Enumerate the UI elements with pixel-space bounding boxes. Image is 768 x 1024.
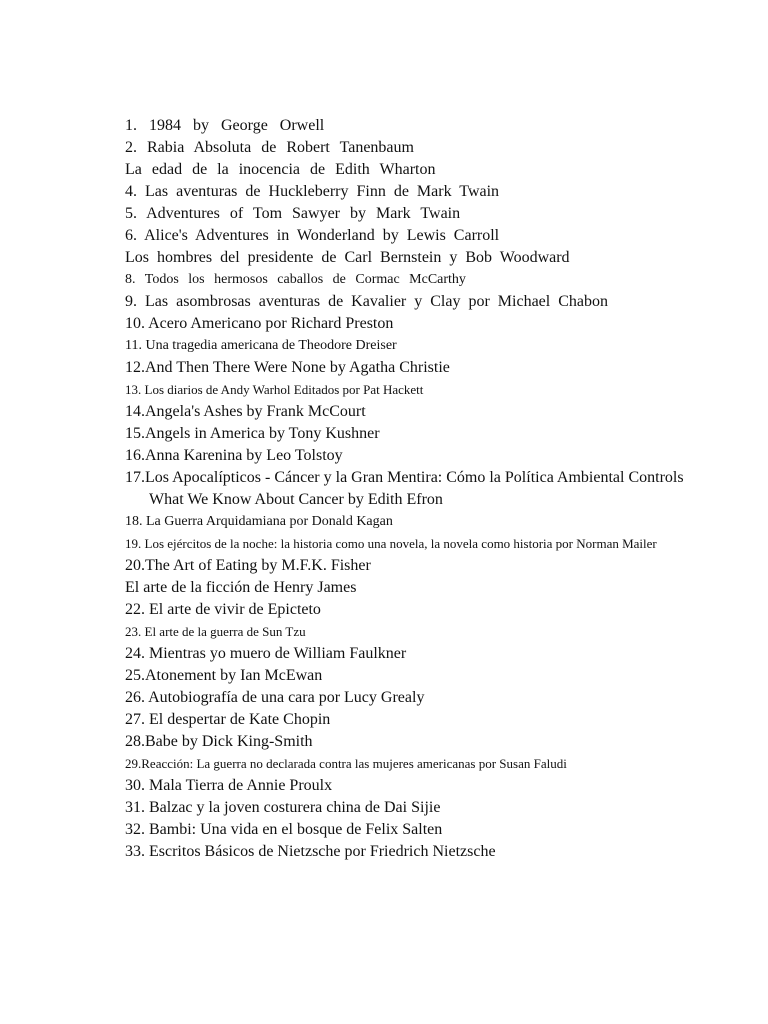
list-item: 30. Mala Tierra de Annie Proulx bbox=[125, 777, 333, 794]
list-item: 9. Las asombrosas aventuras de Kavalier y Clay por Michael Chabon bbox=[125, 293, 608, 310]
list-item: 5. Adventures of Tom Sawyer by Mark Twain bbox=[125, 205, 461, 222]
list-item: 19. Los ejércitos de la noche: la historia como una novela, la novela como historia por Norman Mailer bbox=[125, 536, 657, 551]
list-item: 29.Reacción: La guerra no declarada contra las mujeres americanas por Susan Faludi bbox=[125, 756, 567, 771]
list-item: 10. Acero Americano por Richard Preston bbox=[125, 315, 394, 332]
list-item: 28.Babe by Dick King-Smith bbox=[125, 733, 313, 750]
list-item: 17.Los Apocalípticos - Cáncer y la Gran Mentira: Cómo la Política Ambiental Controls What We Know About Cancer by Edith Efron bbox=[125, 469, 684, 508]
list-item: 26. Autobiografía de una cara por Lucy Grealy bbox=[125, 689, 425, 706]
list-item: 23. El arte de la guerra de Sun Tzu bbox=[125, 624, 306, 639]
list-item: El arte de la ficción de Henry James bbox=[125, 579, 357, 596]
list-item: 14.Angela's Ashes by Frank McCourt bbox=[125, 403, 366, 420]
list-item: 33. Escritos Básicos de Nietzsche por Friedrich Nietzsche bbox=[125, 843, 496, 860]
list-item: 11. Una tragedia americana de Theodore Dreiser bbox=[125, 338, 397, 353]
book-list bbox=[125, 115, 685, 863]
list-item: 6. Alice's Adventures in Wonderland by Lewis Carroll bbox=[125, 227, 500, 244]
list-item: Los hombres del presidente de Carl Bernstein y Bob Woodward bbox=[125, 249, 570, 266]
list-item: 1. 1984 by George Orwell bbox=[125, 117, 325, 134]
list-item: 18. La Guerra Arquidamiana por Donald Kagan bbox=[125, 514, 393, 529]
list-item: 2. Rabia Absoluta de Robert Tanenbaum bbox=[125, 139, 414, 156]
list-item: La edad de la inocencia de Edith Wharton bbox=[125, 161, 436, 178]
list-item: 12.And Then There Were None by Agatha Christie bbox=[125, 359, 450, 376]
list-item: 16.Anna Karenina by Leo Tolstoy bbox=[125, 447, 343, 464]
list-item: 24. Mientras yo muero de William Faulkner bbox=[125, 645, 407, 662]
list-item: 15.Angels in America by Tony Kushner bbox=[125, 425, 380, 442]
list-item: 32. Bambi: Una vida en el bosque de Felix Salten bbox=[125, 821, 443, 838]
list-item: 4. Las aventuras de Huckleberry Finn de Mark Twain bbox=[125, 183, 500, 200]
list-item: 8. Todos los hermosos caballos de Cormac McCarthy bbox=[125, 272, 466, 287]
list-item: 31. Balzac y la joven costurera china de Dai Sijie bbox=[125, 799, 441, 816]
list-item: 27. El despertar de Kate Chopin bbox=[125, 711, 331, 728]
list-item: 20.The Art of Eating by M.F.K. Fisher bbox=[125, 557, 371, 574]
list-item: 13. Los diarios de Andy Warhol Editados por Pat Hackett bbox=[125, 382, 424, 397]
list-item: 22. El arte de vivir de Epicteto bbox=[125, 601, 321, 618]
list-item: 25.Atonement by Ian McEwan bbox=[125, 667, 323, 684]
